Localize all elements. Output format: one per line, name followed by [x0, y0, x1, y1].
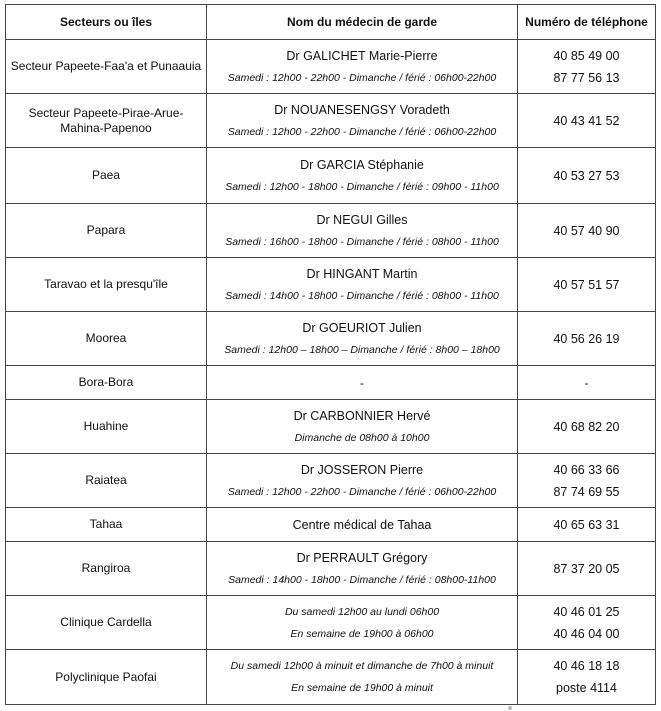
table-row [6, 312, 656, 366]
phone-number: 40 68 82 20 [553, 419, 620, 434]
doctor-name: Dr GALICHET Marie-Pierre [286, 48, 438, 63]
doctor-cell [207, 312, 518, 366]
phone-cell [518, 40, 656, 94]
doctor-cell [207, 508, 518, 542]
sector-cell: Taravao et la presqu'île [6, 258, 207, 312]
sector-cell: Papara [6, 204, 207, 258]
on-call-hours: Dimanche de 08h00 à 10h00 [294, 431, 430, 444]
phone-cell [518, 148, 656, 204]
on-call-hours: Samedi : 12h00 - 18h00 - Dimanche / férié : 09h00 - 11h00 [225, 180, 499, 193]
doctor-cell [207, 94, 518, 148]
sector-cell: Raiatea [6, 454, 207, 508]
phone-number: poste 4114 [556, 681, 617, 695]
doctor-cell [207, 454, 518, 508]
table-row [6, 508, 656, 542]
table-row [6, 40, 656, 94]
doctor-name: Centre médical de Tahaa [292, 517, 432, 532]
doctor-cell [207, 542, 518, 596]
phone-number: 40 46 04 00 [553, 626, 620, 641]
on-call-hours: En semaine de 19h00 à minuit [291, 682, 433, 694]
doctor-cell [207, 148, 518, 204]
doctor-name: Dr PERRAULT Grégory [296, 550, 428, 565]
on-call-hours: Du samedi 12h00 au lundi 06h00 [284, 605, 440, 618]
doctor-cell [207, 400, 518, 454]
phone-number: 87 77 56 13 [553, 70, 620, 85]
doctor-name: - [360, 375, 364, 390]
page-mark [508, 706, 512, 710]
phone-number: 40 46 18 18 [553, 659, 620, 673]
doctor-name: Dr NOUANESENGSY Voradeth [274, 102, 450, 117]
phone-cell [518, 650, 656, 705]
phone-cell [518, 400, 656, 454]
table-row [6, 258, 656, 312]
phone-number: 40 46 01 25 [553, 604, 620, 619]
on-call-doctors-table [5, 4, 656, 705]
on-call-hours: Samedi : 14h00 - 18h00 - Dimanche / férié : 08h00 - 11h00 [225, 289, 499, 302]
phone-number: 40 53 27 53 [553, 168, 620, 183]
phone-number: 40 85 49 00 [553, 48, 620, 63]
doctor-name: Dr JOSSERON Pierre [300, 462, 424, 477]
phone-cell [518, 204, 656, 258]
phone-number: 40 57 40 90 [553, 223, 620, 238]
phone-number: - [584, 375, 589, 390]
on-call-hours: Samedi : 12h00 - 22h00 - Dimanche / férié : 06h00-22h00 [227, 125, 497, 138]
doctor-cell [207, 650, 518, 705]
column-header-sector: Secteurs ou îles [6, 5, 207, 40]
phone-cell [518, 454, 656, 508]
phone-cell [518, 366, 656, 400]
doctor-name: Dr CARBONNIER Hervé [293, 408, 431, 423]
table-row [6, 650, 656, 705]
phone-cell [518, 94, 656, 148]
phone-number: 40 56 26 19 [553, 331, 620, 346]
table-body [6, 40, 656, 705]
phone-cell [518, 596, 656, 650]
sector-cell: Secteur Papeete-Pirae-Arue-Mahina-Papenoo [6, 94, 207, 148]
table-row [6, 542, 656, 596]
phone-number: 40 65 63 31 [553, 517, 620, 532]
doctor-cell [207, 258, 518, 312]
on-call-hours: Du samedi 12h00 à minuit et dimanche de 7h00 à minuit [230, 660, 494, 672]
sector-cell: Tahaa [6, 508, 207, 542]
sector-cell: Secteur Papeete-Faa'a et Punaauia [6, 40, 207, 94]
doctor-cell [207, 40, 518, 94]
sector-cell: Clinique Cardella [6, 596, 207, 650]
doctor-cell [207, 204, 518, 258]
phone-number: 40 57 51 57 [553, 277, 620, 292]
phone-number: 40 66 33 66 [553, 462, 620, 477]
doctor-cell [207, 596, 518, 650]
sector-cell: Moorea [6, 312, 207, 366]
sector-cell: Paea [6, 148, 207, 204]
table-row [6, 94, 656, 148]
on-call-hours: Samedi : 12h00 - 22h00 - Dimanche / férié : 06h00-22h00 [227, 485, 497, 498]
on-call-hours: En semaine de 19h00 à 06h00 [290, 627, 434, 640]
phone-cell [518, 312, 656, 366]
on-call-hours: Samedi : 14h00 - 18h00 - Dimanche / férié : 08h00-11h00 [228, 573, 496, 586]
sector-cell: Huahine [6, 400, 207, 454]
doctor-name: Dr HINGANT Martin [306, 266, 418, 281]
table-row [6, 596, 656, 650]
sector-cell: Polyclinique Paofai [6, 650, 207, 705]
on-call-hours: Samedi : 12h00 - 22h00 - Dimanche / férié : 06h00-22h00 [227, 71, 497, 84]
doctor-name: Dr GOEURIOT Julien [302, 320, 422, 335]
table-row [6, 148, 656, 204]
phone-cell [518, 258, 656, 312]
phone-cell [518, 542, 656, 596]
on-call-hours: Samedi : 12h00 – 18h00 – Dimanche / férié : 8h00 – 18h00 [224, 343, 500, 356]
doctor-name: Dr GARCIA Stéphanie [300, 157, 424, 172]
sector-cell: Bora-Bora [6, 366, 207, 400]
phone-number: 40 43 41 52 [553, 113, 620, 128]
table-row [6, 400, 656, 454]
column-header-phone: Numéro de téléphone [518, 5, 656, 40]
table-row [6, 366, 656, 400]
sector-cell: Rangiroa [6, 542, 207, 596]
on-call-hours: Samedi : 16h00 - 18h00 - Dimanche / férié : 08h00 - 11h00 [225, 235, 499, 248]
doctor-name: Dr NEGUI Gilles [316, 212, 408, 227]
phone-number: 87 74 69 55 [553, 484, 620, 499]
table-row [6, 454, 656, 508]
phone-number: 87 37 20 05 [553, 561, 620, 576]
table-row [6, 204, 656, 258]
column-header-doctor: Nom du médecin de garde [207, 5, 518, 40]
table-header-row [6, 5, 656, 40]
phone-cell [518, 508, 656, 542]
doctor-cell [207, 366, 518, 400]
